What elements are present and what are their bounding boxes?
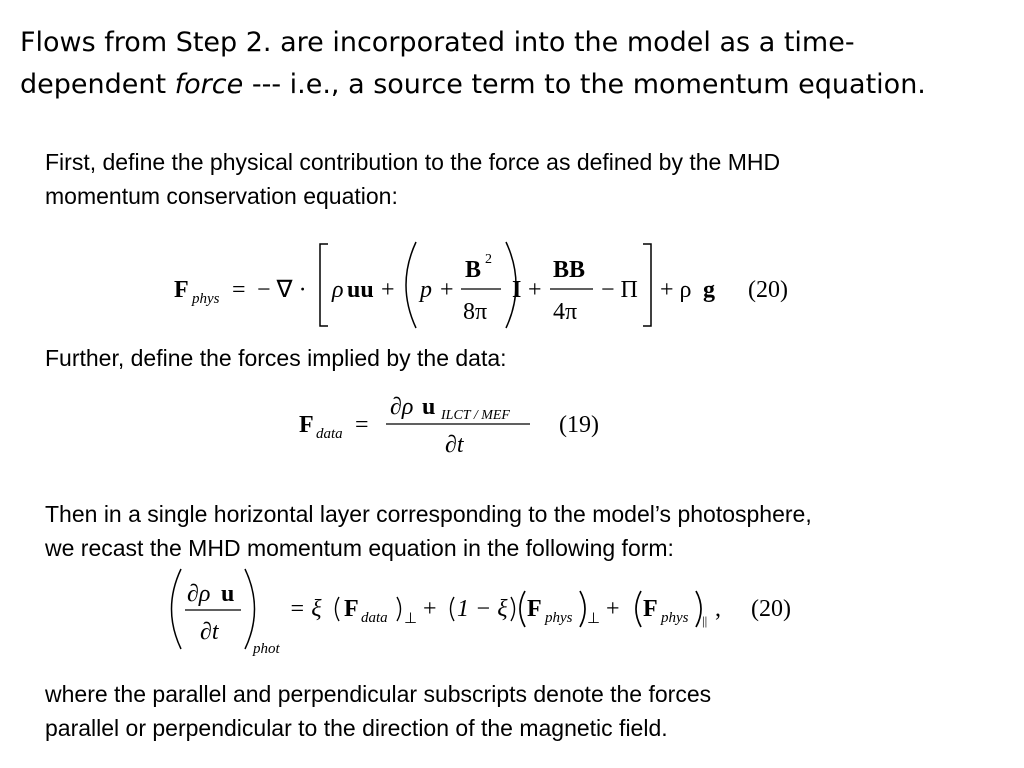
denominator: ∂t — [200, 619, 219, 645]
left-square-bracket — [320, 244, 328, 326]
equation-number: (20) — [751, 596, 791, 622]
eq-lhs-symbol: F — [174, 277, 189, 303]
right-paren — [245, 569, 255, 649]
paragraph-physical-force — [45, 145, 1005, 213]
left-paren — [406, 242, 416, 328]
left-paren — [451, 597, 455, 621]
eq-plus: + — [606, 596, 620, 622]
frac2-denominator: 4π — [553, 299, 578, 325]
force-symbol: F — [344, 596, 359, 622]
force-subscript: phys — [545, 610, 573, 626]
title-suffix: --- i.e., a source term to the momentum equation. — [243, 69, 926, 100]
force-subscript: phys — [661, 610, 689, 626]
eq-lhs-subscript: phys — [192, 291, 220, 307]
parallel-subscript: || — [702, 613, 708, 628]
equation-photosphere — [165, 565, 815, 661]
paragraph-line: Further, define the forces implied by the data: — [45, 345, 507, 371]
one-minus-xi: 1 − ξ — [457, 596, 508, 622]
phot-subscript: phot — [253, 641, 280, 657]
right-paren — [511, 597, 515, 621]
frac2-numerator: BB — [553, 257, 586, 283]
paragraph-line: Then in a single horizontal layer corresponding to the model’s photosphere, — [45, 501, 812, 527]
eq-uu: uu — [347, 277, 374, 303]
eq-minus-nabla: − ∇ · — [257, 277, 307, 303]
eq-plus-rho: + ρ — [660, 277, 692, 303]
right-square-bracket — [643, 244, 651, 326]
frac1-numerator: B — [465, 257, 482, 283]
paragraph-recast — [45, 497, 1005, 565]
title-prefix: dependent — [20, 69, 175, 100]
left-paren — [336, 597, 340, 621]
right-paren — [696, 591, 701, 627]
left-paren — [636, 591, 641, 627]
equation-phys-force — [160, 236, 820, 332]
force-subscript: data — [361, 610, 388, 626]
paragraph-subscripts — [45, 677, 1005, 745]
eq-plus: + — [528, 277, 542, 303]
perpendicular-subscript: ⊥ — [587, 611, 601, 627]
right-paren — [397, 597, 401, 621]
equation-number: (19) — [559, 412, 599, 438]
equation-data-force — [290, 388, 630, 468]
numerator-u: u — [422, 394, 436, 420]
force-symbol: F — [527, 596, 542, 622]
eq-plus: + — [423, 596, 437, 622]
paragraph-line: we recast the MHD momentum equation in the following form: — [45, 535, 674, 561]
eq-equals: = — [355, 412, 369, 438]
numerator-partial-rho: ∂ρ — [390, 394, 414, 420]
eq-rho: ρ — [332, 277, 344, 303]
eq-plus: + — [440, 277, 454, 303]
numerator-partial-rho: ∂ρ — [187, 581, 211, 607]
force-symbol: F — [643, 596, 658, 622]
paragraph-line: where the parallel and perpendicular subscripts denote the forces — [45, 681, 712, 707]
slide-title — [20, 22, 1010, 106]
paragraph-data-force — [45, 341, 1005, 375]
eq-lhs-subscript: data — [316, 426, 343, 442]
perpendicular-subscript: ⊥ — [404, 611, 418, 627]
eq-p: p — [420, 277, 432, 303]
title-line-2 — [20, 64, 1010, 106]
denominator: ∂t — [445, 432, 464, 458]
eq-minus-pi: − Π — [601, 277, 638, 303]
identity-tensor: I — [512, 277, 522, 303]
eq-comma: , — [715, 596, 721, 622]
eq-equals: = — [232, 277, 246, 303]
left-paren — [172, 569, 182, 649]
eq-lhs-symbol: F — [299, 412, 314, 438]
left-paren — [520, 591, 525, 627]
frac1-denominator: 8π — [463, 299, 488, 325]
right-paren — [580, 591, 585, 627]
numerator-u: u — [221, 581, 235, 607]
eq-plus: + — [381, 277, 395, 303]
numerator-subscript: ILCT / MEF — [441, 408, 510, 423]
paragraph-line: parallel or perpendicular to the direction of the magnetic field. — [45, 715, 668, 741]
title-emphasis: force — [174, 69, 244, 100]
paragraph-line: First, define the physical contribution to the force as defined by the MHD — [45, 149, 781, 175]
equation-number: (20) — [748, 277, 788, 303]
paragraph-line: momentum conservation equation: — [45, 183, 398, 209]
frac1-numerator-sup: 2 — [485, 252, 492, 267]
eq-g: g — [703, 277, 715, 303]
eq-equals-xi: = ξ — [289, 596, 322, 622]
title-line-1: Flows from Step 2. are incorporated into the model as a time- — [20, 27, 855, 58]
